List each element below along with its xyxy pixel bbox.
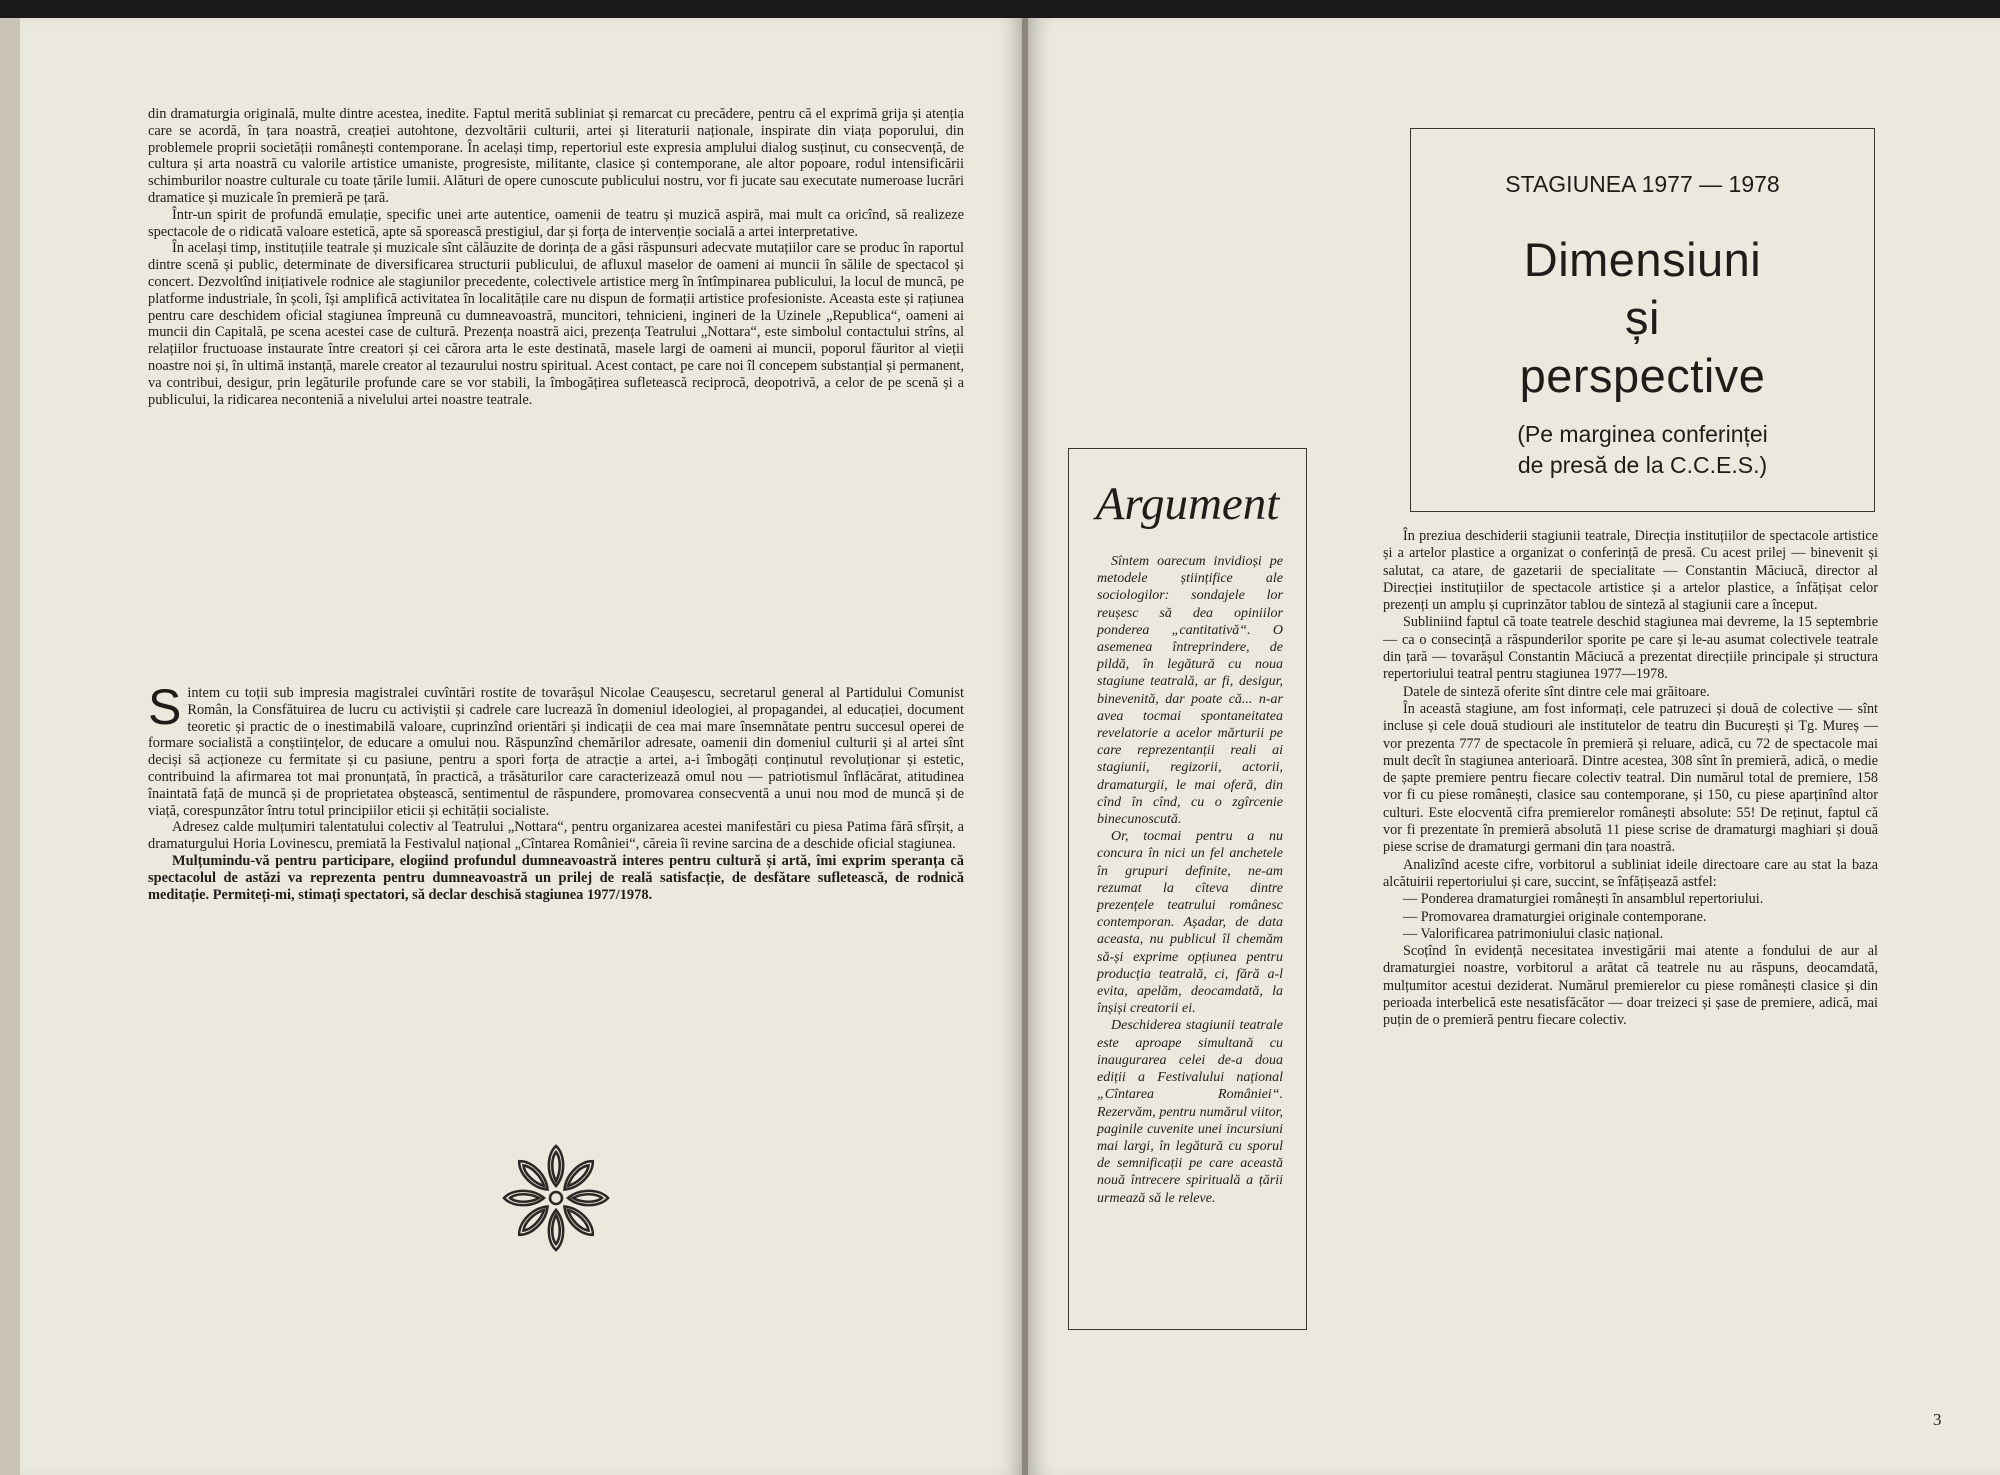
list-item: — Promovarea dramaturgiei originale contemporane. xyxy=(1403,908,1707,925)
title-line: și xyxy=(1625,291,1660,344)
list-item: — Valorificarea patrimoniului clasic național. xyxy=(1403,925,1664,942)
paragraph: Analizînd aceste cifre, vorbitorul a subliniat ideile directoare care au stat la baza alcătuirii repertoriului și care, succint, se înfățișează astfel: xyxy=(1383,856,1878,890)
subtitle-line: de presă de la C.C.E.S.) xyxy=(1517,452,1768,478)
article-header-box xyxy=(1410,128,1875,512)
paragraph: Subliniind faptul că toate teatrele deschid stagiunea mai devreme, la 15 septembrie — ca o consecință a răspunderilor sporite pe care și le-au asumat colectivele teatrale din țară — tovarășul Constantin Măciucă a prezentat direcțiile principale și structura repertoriului teatral pentru stagiunea 1977—1978. xyxy=(1383,614,1878,683)
article-title xyxy=(1411,231,1874,405)
title-line: Dimensiuni xyxy=(1523,233,1762,286)
paragraph: Or, tocmai pentru a nu concura în nici un fel anchetele în grupuri definite, ne-am rezumat la cîteva dintre prezențele teatrului românesc contemporan. Așadar, de data aceasta, nu publicul îl chemăm să-și exprime opțiunea pentru producția teatrală, ci, fără a-l evita, apelăm, deocamdată, la înșiși creatorii ei. xyxy=(1097,829,1283,1017)
paragraph: din dramaturgia originală, multe dintre acestea, inedite. Faptul merită subliniat și remarcat cu precădere, pentru că el exprimă grija și atenția care se acordă, în țara noastră, creației autohtone, dezvoltării culturii, artei și literaturii naționale, inspirate din viața poporului, din problemele proprii societății românești contemporane. În același timp, repertoriul este expresia amplului dialog susținut, cu consecvență, de cultura și arta noastră cu valorile artistice umaniste, progresiste, militante, clasice și contemporane, ale altor popoare, rodul intensificării schimburilor noastre culturale cu toate țările lumii. Alături de opere cunoscute publicului nostru, vor fi jucate sau executate numeroase lucrări dramatice și muzicale în premieră pe țară. xyxy=(148,106,964,206)
title-line: perspective xyxy=(1519,349,1766,402)
paragraph: Într-un spirit de profundă emulație, specific unei arte autentice, oamenii de teatru și muzică aspiră, mai mult ca oricînd, să realizeze spectacole de o ridicată valoare estetică, apte să sporească prestigiul, dar și forța de intervenție socială a artei interpretative. xyxy=(148,206,964,240)
paragraph: Datele de sinteză oferite sînt dintre cele mai grăitoare. xyxy=(1403,683,1710,700)
speech-intro-text xyxy=(148,106,964,408)
paragraph: În același timp, instituțiile teatrale și muzicale sînt călăuzite de dorința de a găsi răspunsuri adecvate mutațiilor care se produc în raportul dintre scenă și public, determinate de diversificarea structurii publicului, de afluxul maselor de oameni ai muncii în sălile de spectacol și concert. Dezvoltînd inițiativele rodnice ale stagiunilor precedente, colectivele artistice merg în întîmpinarea publicului, la locul de muncă, pe platforme industriale, în școli, își amplifică activitatea în localitățile care nu dispun de formații artistice profesioniste. Aceasta este și rațiunea pentru care deschidem oficial stagiunea împreună cu dumneavoastră, muncitori, tehnicieni, ingineri de la Uzinele „Republica“, oameni ai muncii din Capitală, pe scena acestei case de cultură. Prezența noastră aici, prezența Teatrului „Nottara“, este simbolul contactului strîns, al relațiilor fructuoase instaurate între creatori și cei cărora arta le este destinată, masele largi de oameni ai muncii, poporul făuritor al vieții noastre noi și, în ultimă instanță, marele creator al tezaurului nostru spiritual. Acest contact, pe care noi îl concepem substanțial și permanent, va contribui, desigur, prin legăturile profunde care se vor stabili, la îmbogățirea sufletească reciprocă, deopotrivă, a celor de pe scenă și a publicului, la ridicarea neconteniă a nivelului artei noastre teatrale. xyxy=(148,240,964,408)
flower-ornament-icon xyxy=(496,1138,616,1258)
speech-main-text xyxy=(148,679,964,903)
dropcap-letter: S xyxy=(148,679,182,735)
paragraph: În această stagiune, am fost informați, cele patruzeci și două de colective — sînt incluse și cele două studiouri ale institutelor de teatru din București și Tg. Mureș — vor prezenta 777 de spectacole în premieră și reluare, adică, cu 72 de spectacole mai mult decît în stagiunea anterioară. Dintre acestea, 308 sînt în premieră, adică, o medie de șapte premiere pentru fiecare colectiv teatral. Din numărul total de premiere, 158 vor fi cu piese românești, clasice sau contemporane, și 150, cu piese aparținînd altor culturi. Este elocventă cifra premierelor românești absolute: 55! De reținut, faptul că vor fi prezentate în premieră absolută 11 piese scrise de dramaturgi maghiari și două piese scrise de dramaturgi germani din țara noastră. xyxy=(1383,700,1878,856)
argument-text xyxy=(1097,553,1283,1207)
left-page xyxy=(20,18,1024,1475)
argument-title: Argument xyxy=(1095,478,1280,530)
paragraph: Scoțînd în evidență necesitatea investigării mai atente a fondului de aur al dramaturgiei noastre, vorbitorul a arătat că teatrele nu au răspuns, deocamdată, mulțumitor acestui deziderat. Numărul premierelor cu piese românești clasice și din perioada interbelică este nesatisfăcător — doar treizeci și șase de premiere, adică, mai puțin de o premieră pentru fiecare colectiv. xyxy=(1383,943,1878,1029)
list-item: — Ponderea dramaturgiei românești în ansamblul repertoriului. xyxy=(1403,891,1764,908)
paragraph: Adresez calde mulțumiri talentatului colectiv al Teatrului „Nottara“, pentru organizarea acestei manifestări cu piesa Patima fără sfîrșit, a dramaturgului Horia Lovinescu, premiată la Festivalul național „Cîntarea României“, căreia îi revine sarcina de a deschide oficial stagiunea. xyxy=(148,819,964,853)
paragraph: Deschiderea stagiunii teatrale este aproape simultană cu inaugurarea celei de-a doua ediții a Festivalului național „Cîntarea României“. Rezervăm, pentru numărul viitor, paginile cuvenite unei incursiuni mai largi, în legătură cu sporul de semnificații pe care această nouă întrecere spirituală a țării urmează să le releve. xyxy=(1097,1018,1283,1206)
paragraph: Mulțumindu-vă pentru participare, elogiind profundul dumneavoastră interes pentru cultură și artă, îmi exprim speranța că spectacolul de astăzi va reprezenta pentru dumneavoastră un prilej de reală satisfacție, de desfătare sufletească, de rodnică meditație. Permiteți-mi, stimați spectatori, să declar deschisă stagiunea 1977/1978. xyxy=(148,852,964,903)
paragraph xyxy=(148,679,964,819)
article-body xyxy=(1383,528,1878,1030)
season-label: STAGIUNEA 1977 — 1978 xyxy=(1505,171,1780,197)
right-page xyxy=(1028,18,2000,1475)
article-subtitle xyxy=(1411,419,1874,481)
page-number: 3 xyxy=(1933,1410,1942,1429)
argument-sidebar xyxy=(1068,448,1307,1330)
page-edge xyxy=(0,18,20,1475)
paragraph-text: intem cu toții sub impresia magistralei cuvîntări rostite de tovarășul Nicolae Ceaușescu, secretarul general al Partidului Comunist Român, la Consfătuirea de lucru cu activiștii și cadrele care lucrează în domeniul ideologiei, al propagandei, al educației, document teoretic și practic de o inestimabilă valoare, cuprinzînd orientări și indicații de cea mai mare însemnătate pentru succesul operei de formare socialistă a conștiințelor, de educare a omului nou. Răspunzînd chemărilor adresate, oamenii din domeniul culturii și al artei sînt deciși să acționeze cu fermitate și cu pasiune, pentru a spori forța de atracție a artei, a-i îmbogăți conținutul revoluționar și estetic, contribuind la afirmarea tot mai pronunțată, în practică, a trăsăturilor care caracterizează omul nou — patriotismul înflăcărat, atitudinea înaintată față de muncă și de proprietatea obștească, sentimentul de răspundere, promovarea consecventă a unui nou mod de muncă și de viață, corespunzător întru totul principiilor eticii și echității socialiste. xyxy=(148,685,964,819)
scan-top-border xyxy=(0,0,2000,18)
paragraph: Sîntem oarecum invidioși pe metodele științifice ale sociologilor: sondajele lor reușesc să dea opiniilor ponderea „cantitativă“. O asemenea întreprindere, de pildă, în legătură cu noua stagiune teatrală, ar fi, desigur, binevenită, dar poate că... n-ar avea tocmai spontaneitatea revelatorie a acelor mărturii pe care reprezentanții reali ai stagiunii, regizorii, actorii, dramaturgii, le mai oferă, din cînd în cînd, cu o zgîrcenie binecunoscută. xyxy=(1097,554,1283,828)
paragraph: În preziua deschiderii stagiunii teatrale, Direcția instituțiilor de spectacole artistice și a artelor plastice a organizat o conferință de presă. Cu acest prilej — binevenit și salutat, ca atare, de gazetarii de specialitate — Constantin Măciucă, director al Direcției instituțiilor de spectacole artistice și a artelor plastice, a înfățișat celor prezenți un amplu și cuprinzător tablou de sinteză al stagiunii care a început. xyxy=(1383,528,1878,614)
subtitle-line: (Pe marginea conferinței xyxy=(1517,421,1768,447)
